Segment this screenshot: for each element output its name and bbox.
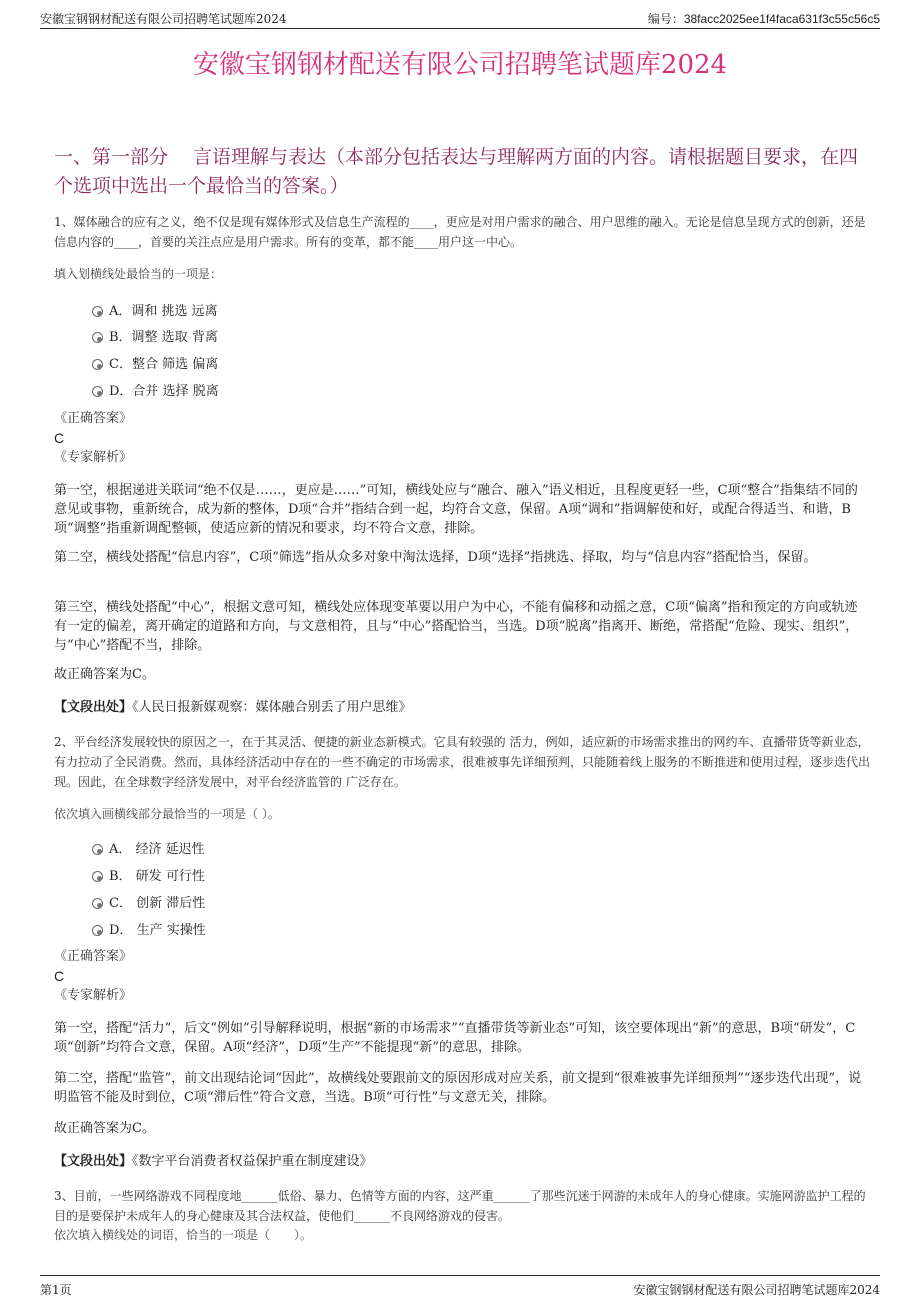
q1-analysis-para-3: 第三空，横线处搭配“中心”，根据文意可知，横线处应体现变革要以用户为中心，不能有偏移和动摇之意，C项“偏离”指和预定的方向或轨迹有一定的偏差，离开确定的道路和方向，与文意相符，且与“中心”搭配恰当，当选。D项“脱离”指离开、断绝，常搭配“危险、现实、组织”，与“中心”搭配不当，排除。 [54, 600, 859, 653]
radio-icon[interactable] [92, 306, 103, 317]
q1-option-d[interactable]: D．合并 选择 脱离 [92, 380, 219, 402]
q1-analysis-para-2: 第二空，横线处搭配“信息内容”，C项“筛选”指从众多对象中淘汰选择，D项“选择”指挑选、择取，均与“信息内容”搭配恰当，保留。 [54, 550, 817, 565]
q1-conclusion: 故正确答案为C。 [54, 667, 155, 682]
q1-answer-label: 《正确答案》 [54, 411, 133, 426]
q1-analysis-label: 《专家解析》 [54, 450, 133, 465]
page-title: 安徽宝钢钢材配送有限公司招聘笔试题库2024 [192, 50, 728, 80]
q1-analysis-para-1: 第一空，根据递进关联词“绝不仅是……，更应是……”可知，横线处应与“融合、融入”语义相近，且程度更轻一些，C项“整合”指集结不同的意见或事物，重新统合，成为新的整体，D项“合并”指结合到一起，均符合文意，保留。A项“调和”指调解使和好，或配合得适当、和谐，B项“调整”指重新调配整顿，使适应新的情况和要求，均不符合文意，排除。 [54, 483, 858, 536]
question-3-prompt: 依次填入横线处的词语，恰当的一项是（ ）。 [54, 1228, 313, 1242]
q2-answer-value: C [54, 968, 65, 984]
q1-option-a[interactable]: A．调和 挑选 远离 [92, 300, 218, 322]
q2-answer-label: 《正确答案》 [54, 949, 133, 964]
page-footer [40, 1275, 880, 1302]
q1-option-c[interactable]: C．整合 筛选 偏离 [92, 353, 218, 375]
page-number: 第1页 [40, 1283, 72, 1297]
question-1-prompt: 填入划横线处最恰当的一项是： [54, 267, 223, 281]
section-heading: 一、第一部分 言语理解与表达（本部分包括表达与理解两方面的内容。请根据题目要求，在四个选项中选出一个最恰当的答案。） [54, 146, 859, 197]
question-2-text: 2、平台经济发展较快的原因之一，在于其灵活、便捷的新业态新模式。它具有较强的 活力，例如，适应新的市场需求推出的网约车、直播带货等新业态，有力拉动了全民消费。然而，具体经济活动中存在的一些不确定的市场需求，很难被事先详细预判，只能随着线上服务的不断推进和使用过程，逐步迭代出现。因此，在全球数字经济发展中，对平台经济监管的 广泛存在。 [54, 735, 871, 789]
radio-icon[interactable] [92, 844, 103, 855]
q2-analysis-para-1: 第一空，搭配“活力”，后文“例如”引导解释说明，根据“新的市场需求”“直播带货等新业态”可知，该空要体现出“新”的意思，B项“研发”，C项“创新”均符合文意，保留。A项“经济”，D项“生产”不能提现“新”的意思，排除。 [54, 1021, 856, 1055]
header-doc-id: 编号：38facc2025ee1f4faca631f3c55c56c5 [647, 12, 880, 26]
question-2-prompt: 依次填入画横线部分最恰当的一项是（ ）。 [54, 807, 280, 821]
header-doc-title: 安徽宝钢钢材配送有限公司招聘笔试题库2024 [40, 12, 287, 26]
radio-icon[interactable] [92, 359, 103, 370]
radio-icon[interactable] [92, 871, 103, 882]
radio-icon[interactable] [92, 332, 103, 343]
q2-option-d[interactable]: D． 生产 实操性 [92, 919, 206, 941]
radio-icon[interactable] [92, 925, 103, 936]
q1-source: 【文段出处】《人民日报新媒观察：媒体融合别丢了用户思维》 [54, 700, 412, 715]
q2-analysis-para-2: 第二空，搭配“监管”，前文出现结论词“因此”，故横线处要跟前文的原因形成对应关系，前文提到“很难被事先详细预判”“逐步迭代出现”，说明监管不能及时到位，C项“滞后性”符合文意，当选。B项“可行性”与文意无关，排除。 [54, 1071, 862, 1105]
footer-doc-title: 安徽宝钢钢材配送有限公司招聘笔试题库2024 [633, 1283, 880, 1297]
q2-conclusion: 故正确答案为C。 [54, 1121, 155, 1136]
q1-option-b[interactable]: B．调整 选取 背离 [92, 326, 218, 348]
q2-option-a[interactable]: A． 经济 延迟性 [92, 838, 205, 860]
question-1-text: 1、媒体融合的应有之义，绝不仅是现有媒体形式及信息生产流程的____，更应是对用户需求的融合、用户思维的融入。无论是信息呈现方式的创新，还是信息内容的____，首要的关注点应是用户需求。所有的变革，都不能____用户这一中心。 [54, 215, 866, 249]
q2-source: 【文段出处】《数字平台消费者权益保护重在制度建设》 [54, 1154, 373, 1169]
q2-option-b[interactable]: B． 研发 可行性 [92, 865, 205, 887]
q2-analysis-label: 《专家解析》 [54, 988, 133, 1003]
page-header [40, 0, 880, 29]
question-3-text: 3、目前，一些网络游戏不同程度地______低俗、暴力、色情等方面的内容，这严重______了那些沉迷于网游的未成年人的身心健康。实施网游监护工程的目的是要保护未成年人的身心健康及其合法权益，使他们______不良网络游戏的侵害。 [54, 1189, 866, 1223]
radio-icon[interactable] [92, 386, 103, 397]
radio-icon[interactable] [92, 898, 103, 909]
q1-answer-value: C [54, 430, 65, 446]
q2-option-c[interactable]: C． 创新 滞后性 [92, 892, 205, 914]
